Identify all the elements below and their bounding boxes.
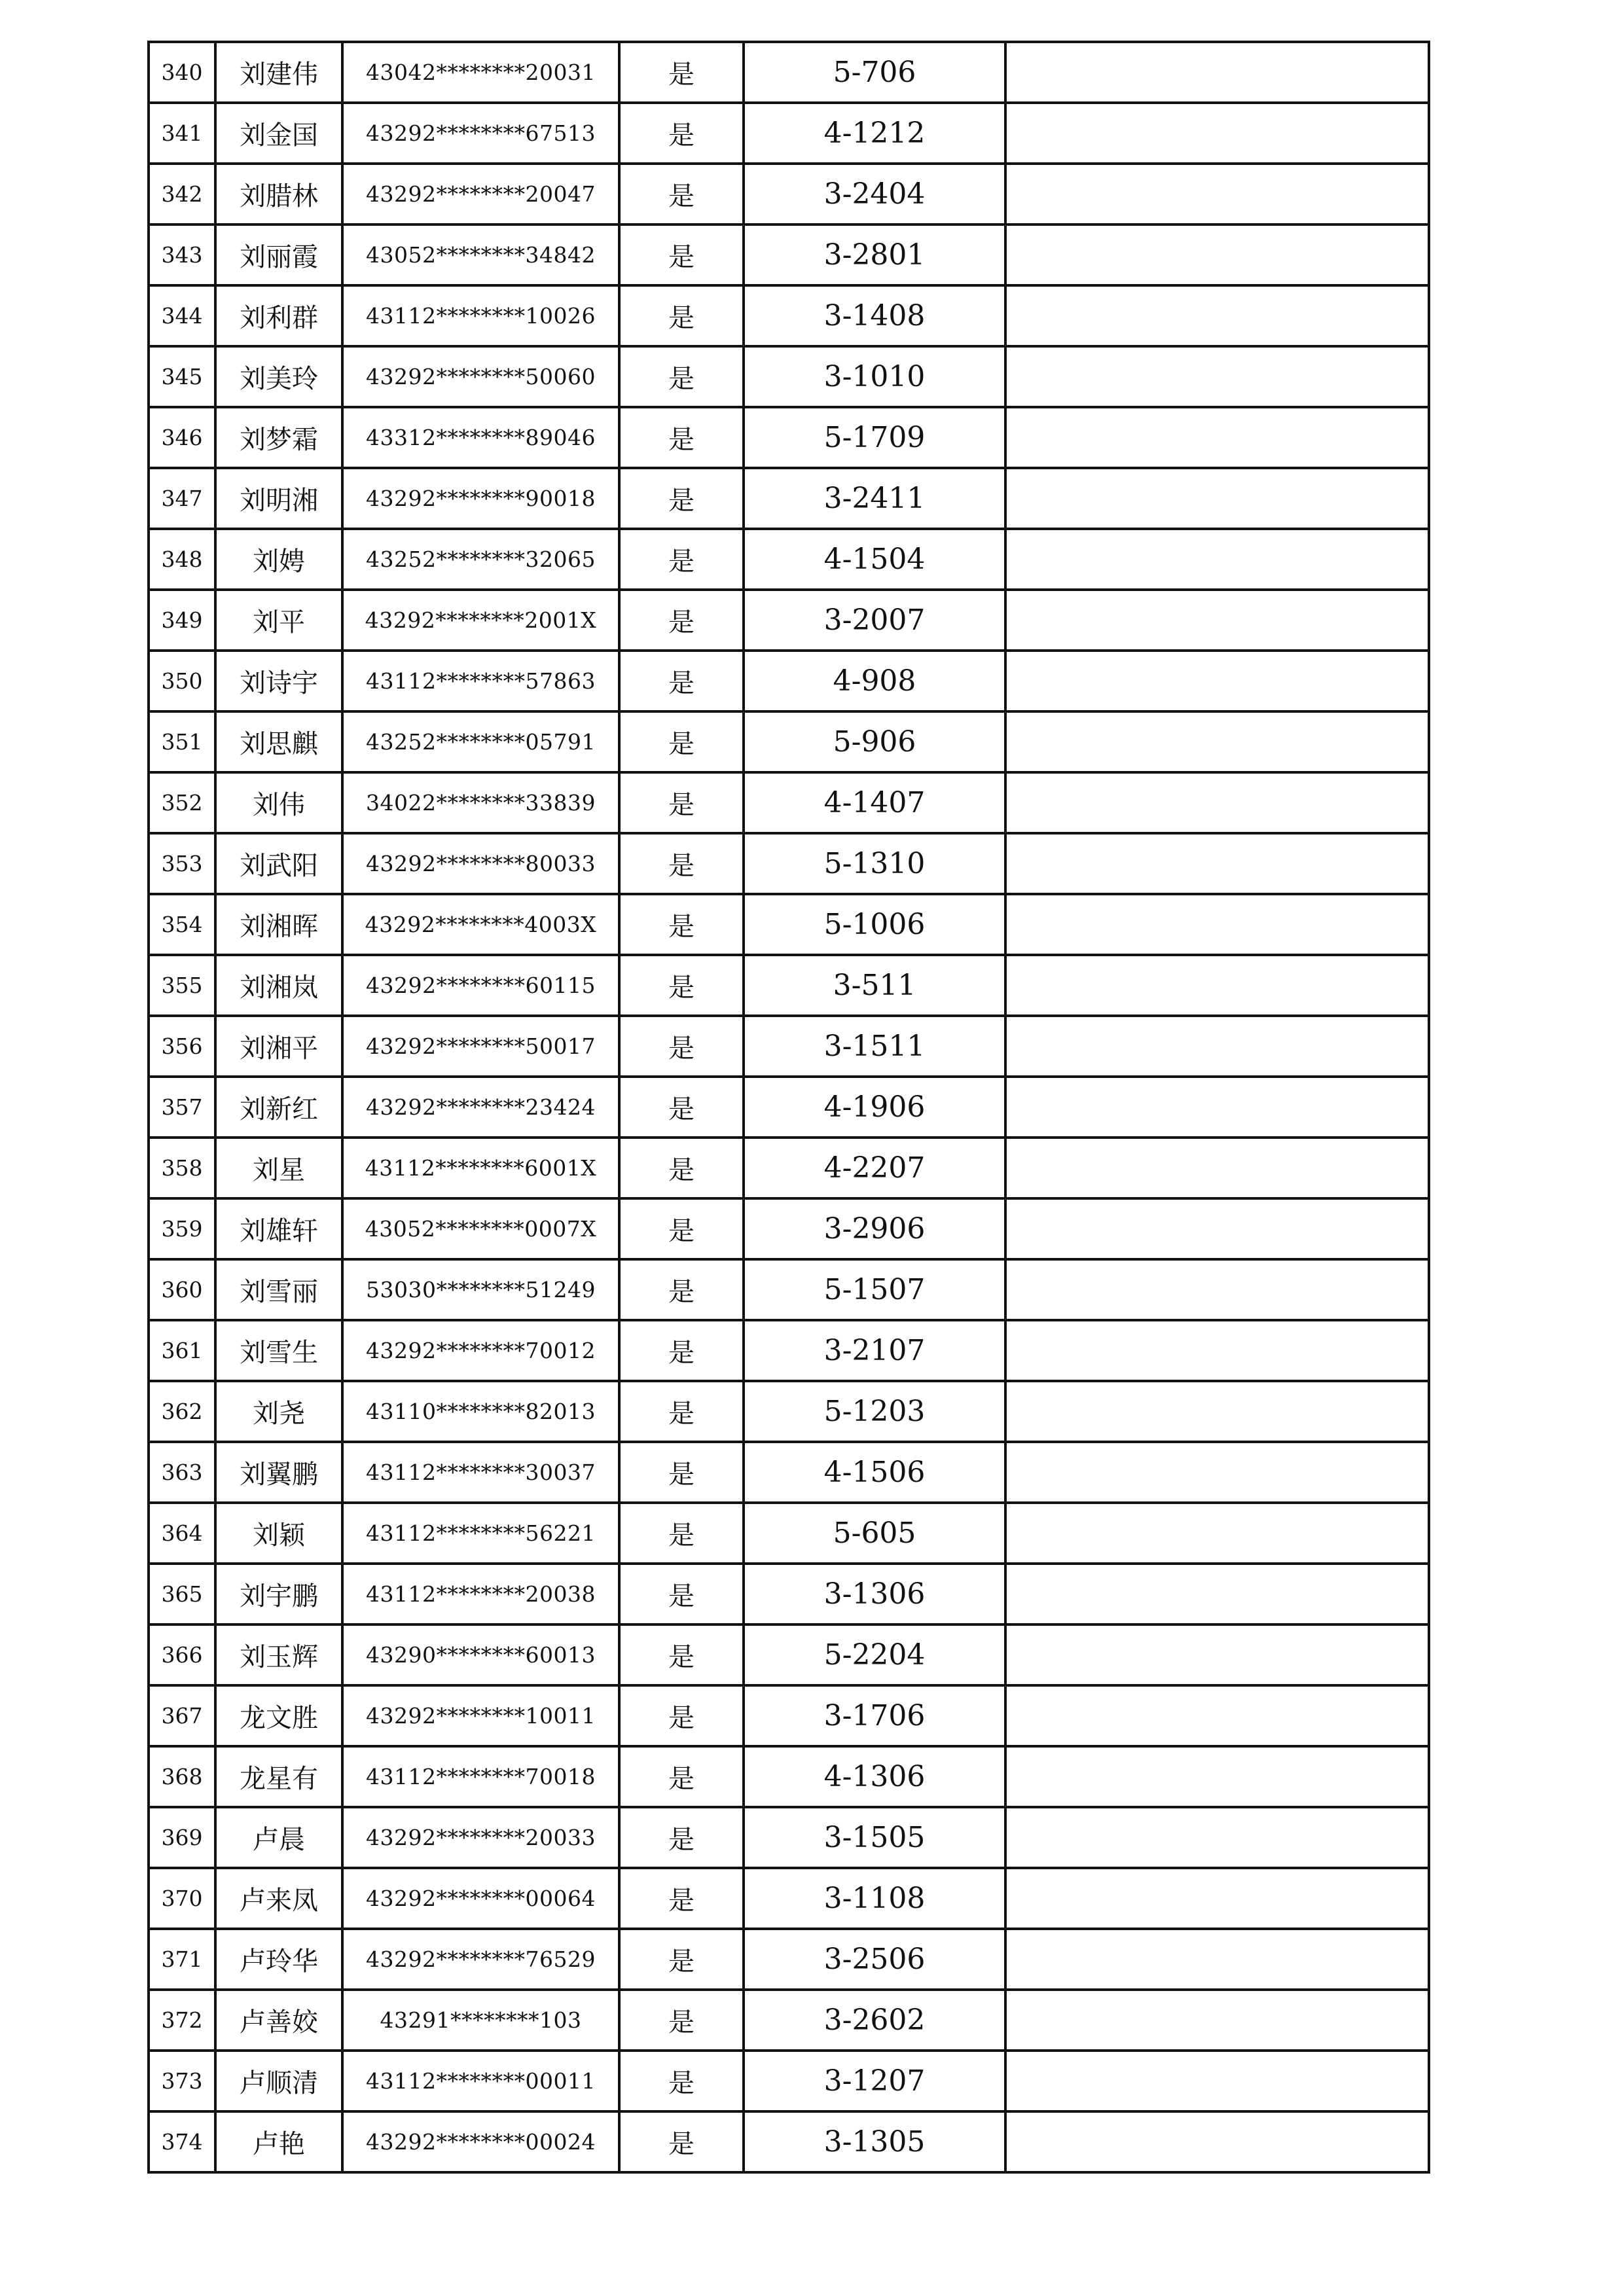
status-cell: 是 bbox=[619, 711, 744, 772]
row-number-cell: 356 bbox=[149, 1016, 215, 1077]
room-number-cell: 3-1010 bbox=[744, 346, 1005, 407]
row-number-cell: 371 bbox=[149, 1929, 215, 1990]
row-number-cell: 354 bbox=[149, 894, 215, 955]
table-row bbox=[149, 529, 1429, 590]
room-number-cell: 5-906 bbox=[744, 711, 1005, 772]
table-row bbox=[149, 1564, 1429, 1624]
name-cell: 刘翼鹏 bbox=[215, 1442, 342, 1503]
remarks-cell bbox=[1005, 1442, 1429, 1503]
room-number-cell: 5-2204 bbox=[744, 1624, 1005, 1685]
room-number-cell: 3-2107 bbox=[744, 1320, 1005, 1381]
name-cell: 刘腊林 bbox=[215, 164, 342, 224]
table-row bbox=[149, 103, 1429, 164]
remarks-cell bbox=[1005, 468, 1429, 529]
name-cell: 刘建伟 bbox=[215, 42, 342, 103]
table-row bbox=[149, 1320, 1429, 1381]
status-cell: 是 bbox=[619, 1016, 744, 1077]
name-cell: 刘平 bbox=[215, 590, 342, 651]
room-number-cell: 4-1504 bbox=[744, 529, 1005, 590]
table-row bbox=[149, 1077, 1429, 1138]
row-number-cell: 364 bbox=[149, 1503, 215, 1564]
row-number-cell: 350 bbox=[149, 651, 215, 711]
id-number-cell: 43052********0007X bbox=[342, 1198, 619, 1259]
remarks-cell bbox=[1005, 1685, 1429, 1746]
table-row bbox=[149, 590, 1429, 651]
status-cell: 是 bbox=[619, 1077, 744, 1138]
remarks-cell bbox=[1005, 1320, 1429, 1381]
status-cell: 是 bbox=[619, 590, 744, 651]
remarks-cell bbox=[1005, 1016, 1429, 1077]
table-row bbox=[149, 894, 1429, 955]
row-number-cell: 351 bbox=[149, 711, 215, 772]
room-number-cell: 3-511 bbox=[744, 955, 1005, 1016]
status-cell: 是 bbox=[619, 1624, 744, 1685]
table-row bbox=[149, 2051, 1429, 2111]
remarks-cell bbox=[1005, 164, 1429, 224]
status-cell: 是 bbox=[619, 1990, 744, 2051]
name-cell: 卢艳 bbox=[215, 2111, 342, 2172]
name-cell: 刘尧 bbox=[215, 1381, 342, 1442]
table-row bbox=[149, 1503, 1429, 1564]
remarks-cell bbox=[1005, 1624, 1429, 1685]
status-cell: 是 bbox=[619, 1320, 744, 1381]
table-row bbox=[149, 407, 1429, 468]
name-cell: 卢晨 bbox=[215, 1807, 342, 1868]
table-row bbox=[149, 2111, 1429, 2172]
row-number-cell: 369 bbox=[149, 1807, 215, 1868]
room-number-cell: 3-1305 bbox=[744, 2111, 1005, 2172]
row-number-cell: 358 bbox=[149, 1138, 215, 1198]
room-number-cell: 3-1207 bbox=[744, 2051, 1005, 2111]
id-number-cell: 43112********6001X bbox=[342, 1138, 619, 1198]
name-cell: 刘玉辉 bbox=[215, 1624, 342, 1685]
table-row bbox=[149, 468, 1429, 529]
status-cell: 是 bbox=[619, 1929, 744, 1990]
table-row bbox=[149, 1198, 1429, 1259]
remarks-cell bbox=[1005, 1746, 1429, 1807]
row-number-cell: 341 bbox=[149, 103, 215, 164]
name-cell: 刘雪生 bbox=[215, 1320, 342, 1381]
row-number-cell: 359 bbox=[149, 1198, 215, 1259]
table-row bbox=[149, 833, 1429, 894]
id-number-cell: 43292********20047 bbox=[342, 164, 619, 224]
remarks-cell bbox=[1005, 103, 1429, 164]
status-cell: 是 bbox=[619, 103, 744, 164]
status-cell: 是 bbox=[619, 955, 744, 1016]
row-number-cell: 357 bbox=[149, 1077, 215, 1138]
status-cell: 是 bbox=[619, 529, 744, 590]
room-number-cell: 5-1709 bbox=[744, 407, 1005, 468]
status-cell: 是 bbox=[619, 1259, 744, 1320]
status-cell: 是 bbox=[619, 894, 744, 955]
id-number-cell: 43290********60013 bbox=[342, 1624, 619, 1685]
id-number-cell: 43292********70012 bbox=[342, 1320, 619, 1381]
row-number-cell: 372 bbox=[149, 1990, 215, 2051]
id-number-cell: 43112********70018 bbox=[342, 1746, 619, 1807]
room-number-cell: 3-2506 bbox=[744, 1929, 1005, 1990]
status-cell: 是 bbox=[619, 285, 744, 346]
id-number-cell: 43292********76529 bbox=[342, 1929, 619, 1990]
status-cell: 是 bbox=[619, 833, 744, 894]
row-number-cell: 355 bbox=[149, 955, 215, 1016]
remarks-cell bbox=[1005, 1077, 1429, 1138]
remarks-cell bbox=[1005, 1503, 1429, 1564]
name-cell: 刘明湘 bbox=[215, 468, 342, 529]
status-cell: 是 bbox=[619, 1564, 744, 1624]
table-row bbox=[149, 711, 1429, 772]
room-number-cell: 5-706 bbox=[744, 42, 1005, 103]
row-number-cell: 366 bbox=[149, 1624, 215, 1685]
id-number-cell: 43112********57863 bbox=[342, 651, 619, 711]
room-number-cell: 4-1506 bbox=[744, 1442, 1005, 1503]
remarks-cell bbox=[1005, 2111, 1429, 2172]
remarks-cell bbox=[1005, 529, 1429, 590]
name-cell: 刘娉 bbox=[215, 529, 342, 590]
row-number-cell: 365 bbox=[149, 1564, 215, 1624]
id-number-cell: 43052********34842 bbox=[342, 224, 619, 285]
id-number-cell: 43292********80033 bbox=[342, 833, 619, 894]
name-cell: 刘梦霜 bbox=[215, 407, 342, 468]
row-number-cell: 349 bbox=[149, 590, 215, 651]
name-cell: 龙文胜 bbox=[215, 1685, 342, 1746]
id-number-cell: 43292********50017 bbox=[342, 1016, 619, 1077]
table-row bbox=[149, 1929, 1429, 1990]
name-cell: 刘诗宇 bbox=[215, 651, 342, 711]
table-row bbox=[149, 1990, 1429, 2051]
table-row bbox=[149, 1138, 1429, 1198]
room-number-cell: 5-605 bbox=[744, 1503, 1005, 1564]
room-number-cell: 3-2007 bbox=[744, 590, 1005, 651]
status-cell: 是 bbox=[619, 772, 744, 833]
status-cell: 是 bbox=[619, 407, 744, 468]
table-row bbox=[149, 164, 1429, 224]
remarks-cell bbox=[1005, 772, 1429, 833]
remarks-cell bbox=[1005, 1259, 1429, 1320]
row-number-cell: 348 bbox=[149, 529, 215, 590]
remarks-cell bbox=[1005, 1807, 1429, 1868]
name-cell: 刘雄轩 bbox=[215, 1198, 342, 1259]
name-cell: 刘新红 bbox=[215, 1077, 342, 1138]
status-cell: 是 bbox=[619, 651, 744, 711]
status-cell: 是 bbox=[619, 1442, 744, 1503]
name-cell: 刘武阳 bbox=[215, 833, 342, 894]
room-number-cell: 3-2602 bbox=[744, 1990, 1005, 2051]
room-number-cell: 5-1507 bbox=[744, 1259, 1005, 1320]
room-number-cell: 4-1906 bbox=[744, 1077, 1005, 1138]
name-cell: 刘宇鹏 bbox=[215, 1564, 342, 1624]
row-number-cell: 368 bbox=[149, 1746, 215, 1807]
status-cell: 是 bbox=[619, 1138, 744, 1198]
table-row bbox=[149, 651, 1429, 711]
room-number-cell: 5-1203 bbox=[744, 1381, 1005, 1442]
row-number-cell: 353 bbox=[149, 833, 215, 894]
room-number-cell: 4-1212 bbox=[744, 103, 1005, 164]
id-number-cell: 43252********05791 bbox=[342, 711, 619, 772]
room-number-cell: 3-1408 bbox=[744, 285, 1005, 346]
id-number-cell: 43292********20033 bbox=[342, 1807, 619, 1868]
row-number-cell: 362 bbox=[149, 1381, 215, 1442]
name-cell: 刘湘晖 bbox=[215, 894, 342, 955]
room-number-cell: 4-2207 bbox=[744, 1138, 1005, 1198]
remarks-cell bbox=[1005, 346, 1429, 407]
id-number-cell: 34022********33839 bbox=[342, 772, 619, 833]
room-number-cell: 3-2411 bbox=[744, 468, 1005, 529]
table-row bbox=[149, 1624, 1429, 1685]
table-row bbox=[149, 346, 1429, 407]
table-row bbox=[149, 772, 1429, 833]
id-number-cell: 43112********30037 bbox=[342, 1442, 619, 1503]
row-number-cell: 360 bbox=[149, 1259, 215, 1320]
remarks-cell bbox=[1005, 285, 1429, 346]
remarks-cell bbox=[1005, 1381, 1429, 1442]
id-number-cell: 43292********00024 bbox=[342, 2111, 619, 2172]
status-cell: 是 bbox=[619, 1746, 744, 1807]
remarks-cell bbox=[1005, 42, 1429, 103]
row-number-cell: 363 bbox=[149, 1442, 215, 1503]
room-number-cell: 5-1310 bbox=[744, 833, 1005, 894]
id-number-cell: 43112********10026 bbox=[342, 285, 619, 346]
remarks-cell bbox=[1005, 833, 1429, 894]
id-number-cell: 43292********10011 bbox=[342, 1685, 619, 1746]
row-number-cell: 344 bbox=[149, 285, 215, 346]
table-row bbox=[149, 42, 1429, 103]
roster-table-body bbox=[149, 42, 1429, 2172]
room-number-cell: 3-1306 bbox=[744, 1564, 1005, 1624]
row-number-cell: 374 bbox=[149, 2111, 215, 2172]
status-cell: 是 bbox=[619, 468, 744, 529]
remarks-cell bbox=[1005, 1990, 1429, 2051]
remarks-cell bbox=[1005, 1868, 1429, 1929]
room-number-cell: 3-1108 bbox=[744, 1868, 1005, 1929]
id-number-cell: 43292********60115 bbox=[342, 955, 619, 1016]
id-number-cell: 43042********20031 bbox=[342, 42, 619, 103]
status-cell: 是 bbox=[619, 1868, 744, 1929]
table-row bbox=[149, 1807, 1429, 1868]
status-cell: 是 bbox=[619, 1381, 744, 1442]
remarks-cell bbox=[1005, 1138, 1429, 1198]
remarks-cell bbox=[1005, 711, 1429, 772]
name-cell: 刘雪丽 bbox=[215, 1259, 342, 1320]
row-number-cell: 345 bbox=[149, 346, 215, 407]
name-cell: 刘丽霞 bbox=[215, 224, 342, 285]
id-number-cell: 43292********00064 bbox=[342, 1868, 619, 1929]
room-number-cell: 3-1505 bbox=[744, 1807, 1005, 1868]
room-number-cell: 3-1706 bbox=[744, 1685, 1005, 1746]
name-cell: 刘湘平 bbox=[215, 1016, 342, 1077]
id-number-cell: 43112********56221 bbox=[342, 1503, 619, 1564]
row-number-cell: 373 bbox=[149, 2051, 215, 2111]
status-cell: 是 bbox=[619, 1198, 744, 1259]
remarks-cell bbox=[1005, 1564, 1429, 1624]
room-number-cell: 4-1407 bbox=[744, 772, 1005, 833]
id-number-cell: 43312********89046 bbox=[342, 407, 619, 468]
id-number-cell: 43291********103 bbox=[342, 1990, 619, 2051]
row-number-cell: 352 bbox=[149, 772, 215, 833]
name-cell: 刘伟 bbox=[215, 772, 342, 833]
name-cell: 刘美玲 bbox=[215, 346, 342, 407]
row-number-cell: 340 bbox=[149, 42, 215, 103]
name-cell: 刘湘岚 bbox=[215, 955, 342, 1016]
room-number-cell: 4-1306 bbox=[744, 1746, 1005, 1807]
id-number-cell: 43292********90018 bbox=[342, 468, 619, 529]
name-cell: 龙星有 bbox=[215, 1746, 342, 1807]
id-number-cell: 43292********50060 bbox=[342, 346, 619, 407]
table-row bbox=[149, 1259, 1429, 1320]
row-number-cell: 367 bbox=[149, 1685, 215, 1746]
status-cell: 是 bbox=[619, 2051, 744, 2111]
id-number-cell: 43252********32065 bbox=[342, 529, 619, 590]
status-cell: 是 bbox=[619, 1503, 744, 1564]
id-number-cell: 43292********23424 bbox=[342, 1077, 619, 1138]
status-cell: 是 bbox=[619, 224, 744, 285]
id-number-cell: 43292********4003X bbox=[342, 894, 619, 955]
id-number-cell: 43292********67513 bbox=[342, 103, 619, 164]
table-row bbox=[149, 1685, 1429, 1746]
id-number-cell: 53030********51249 bbox=[342, 1259, 619, 1320]
status-cell: 是 bbox=[619, 42, 744, 103]
id-number-cell: 43292********2001X bbox=[342, 590, 619, 651]
name-cell: 刘利群 bbox=[215, 285, 342, 346]
table-row bbox=[149, 224, 1429, 285]
remarks-cell bbox=[1005, 590, 1429, 651]
table-row bbox=[149, 1868, 1429, 1929]
room-number-cell: 3-2801 bbox=[744, 224, 1005, 285]
name-cell: 卢来凤 bbox=[215, 1868, 342, 1929]
id-number-cell: 43112********20038 bbox=[342, 1564, 619, 1624]
status-cell: 是 bbox=[619, 2111, 744, 2172]
name-cell: 卢善姣 bbox=[215, 1990, 342, 2051]
room-number-cell: 3-2404 bbox=[744, 164, 1005, 224]
remarks-cell bbox=[1005, 2051, 1429, 2111]
table-row bbox=[149, 1381, 1429, 1442]
table-row bbox=[149, 1746, 1429, 1807]
row-number-cell: 343 bbox=[149, 224, 215, 285]
room-number-cell: 3-2906 bbox=[744, 1198, 1005, 1259]
table-row bbox=[149, 1442, 1429, 1503]
name-cell: 卢顺清 bbox=[215, 2051, 342, 2111]
name-cell: 刘金国 bbox=[215, 103, 342, 164]
room-number-cell: 4-908 bbox=[744, 651, 1005, 711]
row-number-cell: 370 bbox=[149, 1868, 215, 1929]
row-number-cell: 342 bbox=[149, 164, 215, 224]
id-number-cell: 43110********82013 bbox=[342, 1381, 619, 1442]
status-cell: 是 bbox=[619, 346, 744, 407]
remarks-cell bbox=[1005, 224, 1429, 285]
roster-table bbox=[147, 41, 1430, 2174]
name-cell: 刘颖 bbox=[215, 1503, 342, 1564]
table-row bbox=[149, 285, 1429, 346]
remarks-cell bbox=[1005, 407, 1429, 468]
remarks-cell bbox=[1005, 894, 1429, 955]
remarks-cell bbox=[1005, 651, 1429, 711]
room-number-cell: 5-1006 bbox=[744, 894, 1005, 955]
status-cell: 是 bbox=[619, 1807, 744, 1868]
id-number-cell: 43112********00011 bbox=[342, 2051, 619, 2111]
table-row bbox=[149, 955, 1429, 1016]
status-cell: 是 bbox=[619, 1685, 744, 1746]
status-cell: 是 bbox=[619, 164, 744, 224]
room-number-cell: 3-1511 bbox=[744, 1016, 1005, 1077]
row-number-cell: 361 bbox=[149, 1320, 215, 1381]
remarks-cell bbox=[1005, 955, 1429, 1016]
name-cell: 刘思麒 bbox=[215, 711, 342, 772]
table-row bbox=[149, 1016, 1429, 1077]
row-number-cell: 347 bbox=[149, 468, 215, 529]
name-cell: 卢玲华 bbox=[215, 1929, 342, 1990]
row-number-cell: 346 bbox=[149, 407, 215, 468]
remarks-cell bbox=[1005, 1929, 1429, 1990]
name-cell: 刘星 bbox=[215, 1138, 342, 1198]
remarks-cell bbox=[1005, 1198, 1429, 1259]
